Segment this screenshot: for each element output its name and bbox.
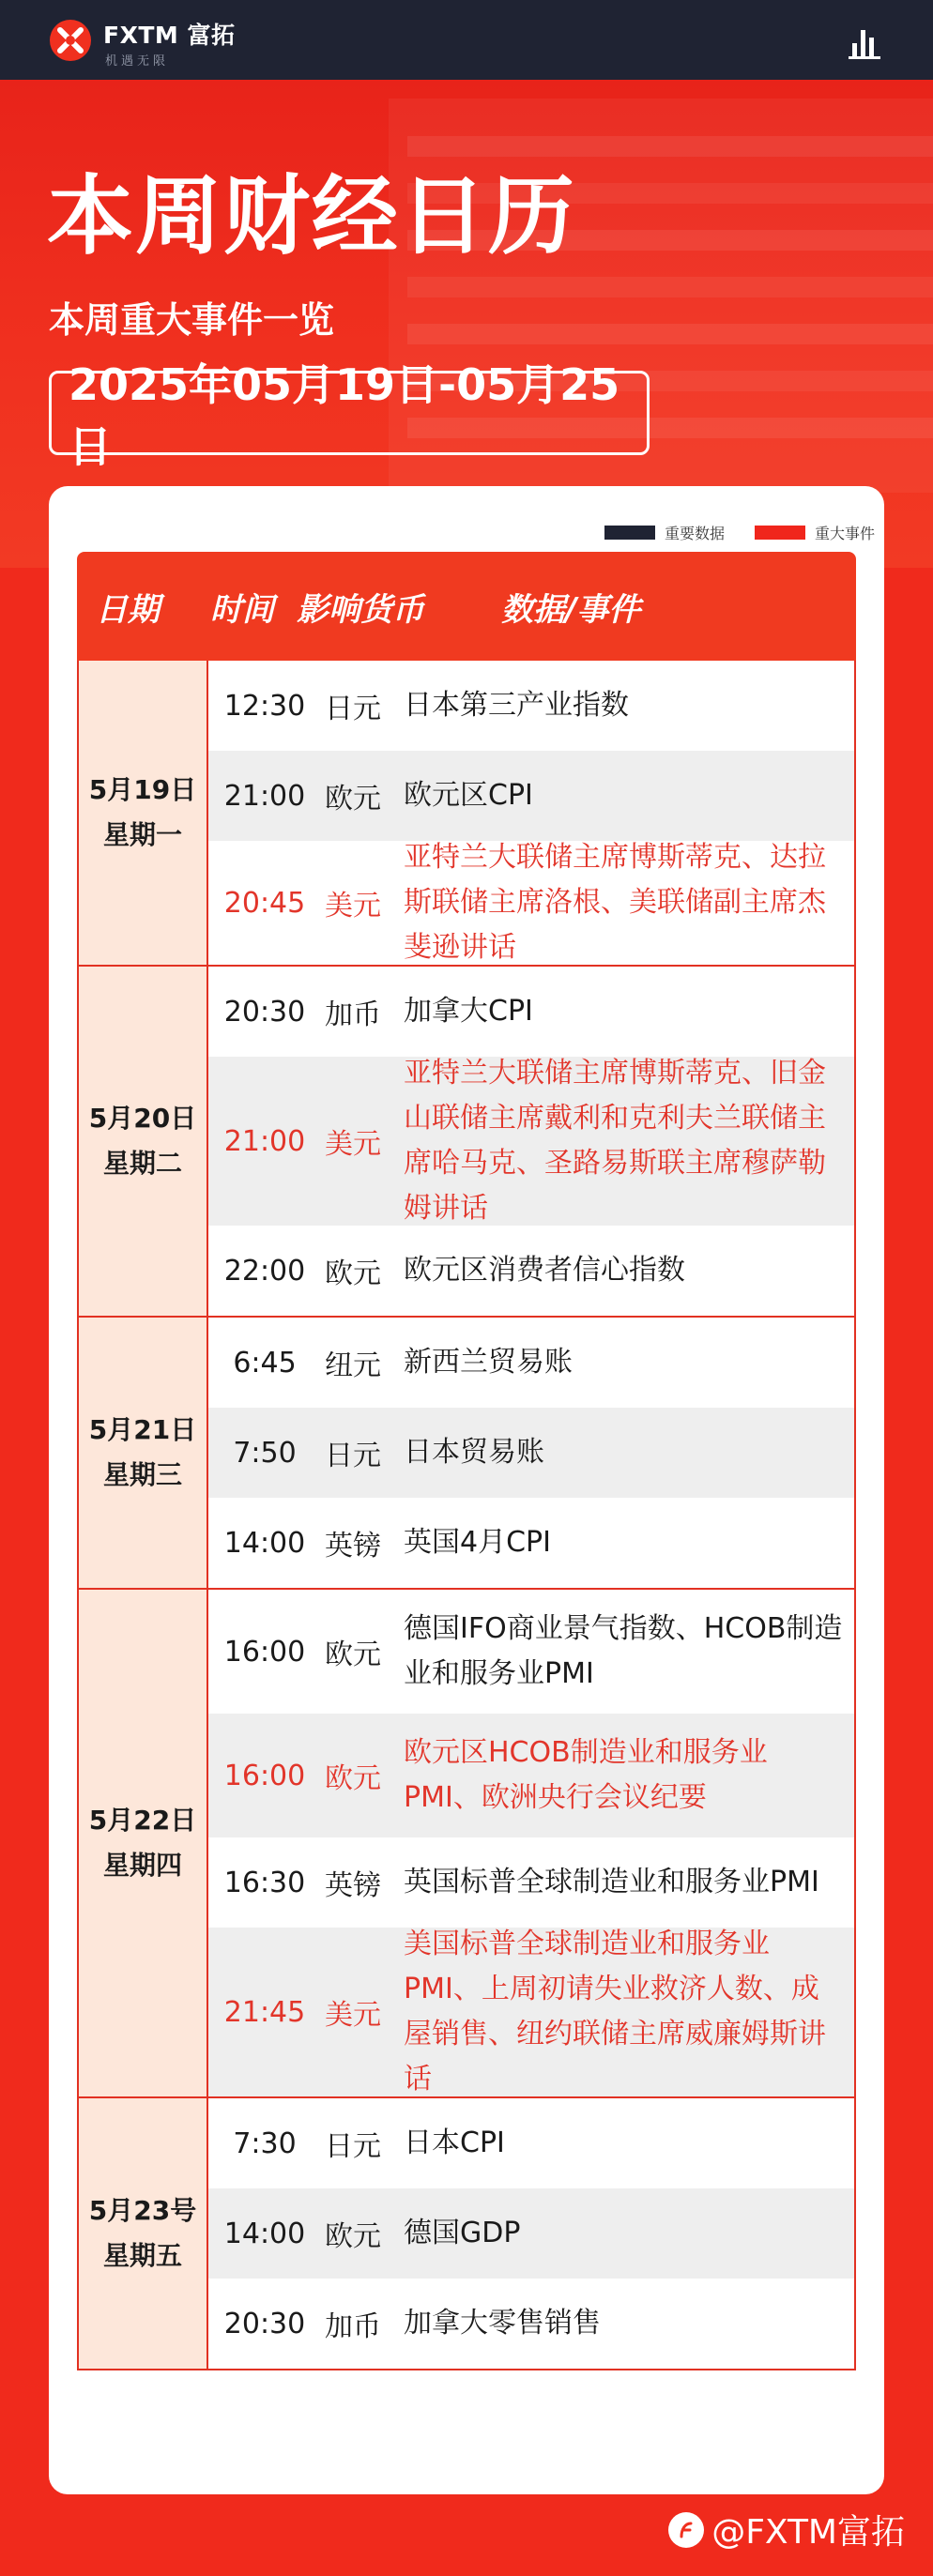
cell-time: 21:00: [223, 1124, 306, 1158]
cell-currency: 纽元: [325, 1349, 381, 1382]
cell-currency: 加币: [325, 998, 381, 1031]
cell-event: 德国IFO商业景气指数、HCOB制造业和服务业PMI: [404, 1612, 843, 1690]
day-group: [77, 661, 856, 967]
header-time: 时间: [210, 590, 274, 629]
watermark-text: @FXTM富拓: [711, 2513, 905, 2552]
legend-important-swatch: [604, 526, 655, 540]
social-icon: [668, 2512, 704, 2548]
cell-time: 21:45: [223, 1995, 306, 2029]
header-currency: 影响货币: [297, 590, 424, 629]
cell-event: 新西兰贸易账: [404, 1346, 573, 1379]
cell-time: 21:00: [223, 779, 306, 813]
cell-currency: 日元: [325, 693, 381, 725]
header-date: 日期: [96, 590, 160, 629]
day-rows: [208, 1318, 854, 1588]
day-weekday: 星期一: [102, 819, 182, 850]
chart-icon: [847, 23, 884, 60]
cell-event: 亚特兰大联储主席博斯蒂克、达拉斯联储主席洛根、美联储副主席杰斐逊讲话: [404, 841, 826, 964]
table-row: [208, 1498, 854, 1588]
footer-watermark: [668, 2506, 905, 2553]
top-bar: [0, 0, 933, 80]
calendar-table: [77, 552, 856, 2370]
table-row: [208, 1226, 854, 1316]
cell-currency: 日元: [325, 1440, 381, 1472]
cell-event: 欧元区CPI: [404, 779, 533, 812]
day-group: [77, 1590, 856, 2098]
legend-major-label: 重大事件: [814, 525, 875, 542]
day-rows: [208, 2098, 854, 2369]
day-date: 5月23号: [88, 2195, 197, 2227]
day-rows: [208, 1590, 854, 2096]
cell-time: 16:00: [223, 1635, 306, 1669]
day-label: [79, 2098, 208, 2369]
brand-tagline: 机遇无限: [105, 54, 170, 69]
header-event: 数据/事件: [501, 590, 641, 629]
day-weekday: 星期四: [102, 1850, 182, 1881]
day-date: 5月20日: [88, 1103, 197, 1135]
cell-event: 德国GDP: [404, 2217, 521, 2249]
cell-time: 20:30: [223, 995, 306, 1029]
cell-currency: 美元: [325, 890, 381, 922]
brand-name: FXTM 富拓: [103, 22, 236, 49]
day-date: 5月19日: [88, 774, 197, 806]
table-row: [208, 1928, 854, 2096]
cell-event: 加拿大CPI: [404, 995, 533, 1028]
legend-major: [755, 522, 875, 543]
cell-time: 16:00: [223, 1759, 306, 1792]
cell-event: 美国标普全球制造业和服务业PMI、上周初请失业救济人数、成屋销售、纽约联储主席威廉姆斯讲话: [404, 1928, 826, 2096]
cell-currency: 欧元: [325, 1762, 381, 1795]
cell-event: 加拿大零售销售: [404, 2307, 601, 2340]
cell-currency: 日元: [325, 2130, 381, 2163]
cell-currency: 欧元: [325, 1258, 381, 1290]
cell-event: 亚特兰大联储主席博斯蒂克、旧金山联储主席戴利和克利夫兰联储主席哈马克、圣路易斯联主席穆萨勒姆讲话: [404, 1057, 826, 1225]
cell-time: 7:50: [233, 1436, 297, 1470]
table-row: [208, 1057, 854, 1226]
day-label: [79, 1318, 208, 1588]
cell-event: 日本贸易账: [404, 1436, 544, 1469]
legend-major-swatch: [755, 526, 805, 540]
fxtm-logo-icon: [49, 19, 92, 62]
cell-currency: 欧元: [325, 2220, 381, 2253]
table-row: [208, 841, 854, 965]
cell-event: 欧元区消费者信心指数: [404, 1254, 685, 1287]
day-label: [79, 967, 208, 1316]
table-row: [208, 967, 854, 1057]
cell-time: 16:30: [223, 1866, 306, 1899]
cell-time: 6:45: [233, 1346, 297, 1379]
legend-important: [604, 522, 725, 543]
table-row: [208, 2098, 854, 2188]
cell-currency: 英镑: [325, 1869, 381, 1902]
cell-time: 20:30: [223, 2307, 306, 2340]
table-row: [208, 1590, 854, 1714]
table-row: [208, 661, 854, 751]
table-row: [208, 1318, 854, 1408]
cell-currency: 美元: [325, 1128, 381, 1161]
table-row: [208, 2279, 854, 2369]
cell-time: 20:45: [223, 886, 306, 920]
cell-time: 14:00: [223, 1526, 306, 1560]
day-date: 5月21日: [88, 1414, 197, 1446]
day-label: [79, 1590, 208, 2096]
cell-time: 7:30: [233, 2126, 297, 2160]
cell-currency: 欧元: [325, 1639, 381, 1671]
cell-event: 欧元区HCOB制造业和服务业PMI、欧洲央行会议纪要: [404, 1736, 768, 1814]
day-group: [77, 967, 856, 1318]
day-group: [77, 1318, 856, 1590]
cell-event: 英国标普全球制造业和服务业PMI: [404, 1866, 819, 1898]
page-title: 本周财经日历: [47, 166, 577, 267]
cell-time: 12:30: [223, 689, 306, 723]
day-date: 5月22日: [88, 1805, 197, 1837]
page-subtitle: 本周重大事件一览: [49, 299, 335, 341]
cell-event: 日本CPI: [404, 2126, 505, 2159]
day-rows: [208, 661, 854, 965]
legend: [586, 522, 875, 543]
table-row: [208, 1408, 854, 1498]
day-weekday: 星期五: [102, 2240, 182, 2271]
table-body: [77, 661, 856, 2370]
cell-currency: 欧元: [325, 783, 381, 815]
cell-time: 22:00: [223, 1254, 306, 1288]
table-row: [208, 1837, 854, 1928]
cell-event: 日本第三产业指数: [404, 689, 629, 722]
legend-important-label: 重要数据: [664, 525, 725, 542]
day-weekday: 星期三: [102, 1459, 182, 1490]
day-rows: [208, 967, 854, 1316]
date-range: 2025年05月19日-05月25日: [49, 371, 650, 455]
table-header: [77, 552, 856, 661]
table-row: [208, 2188, 854, 2279]
day-group: [77, 2098, 856, 2370]
day-weekday: 星期二: [102, 1148, 182, 1179]
cell-event: 英国4月CPI: [404, 1526, 551, 1559]
cell-currency: 美元: [325, 1999, 381, 2032]
cell-currency: 加币: [325, 2310, 381, 2343]
cell-time: 14:00: [223, 2217, 306, 2250]
table-row: [208, 751, 854, 841]
day-label: [79, 661, 208, 965]
cell-currency: 英镑: [325, 1530, 381, 1562]
table-row: [208, 1714, 854, 1837]
